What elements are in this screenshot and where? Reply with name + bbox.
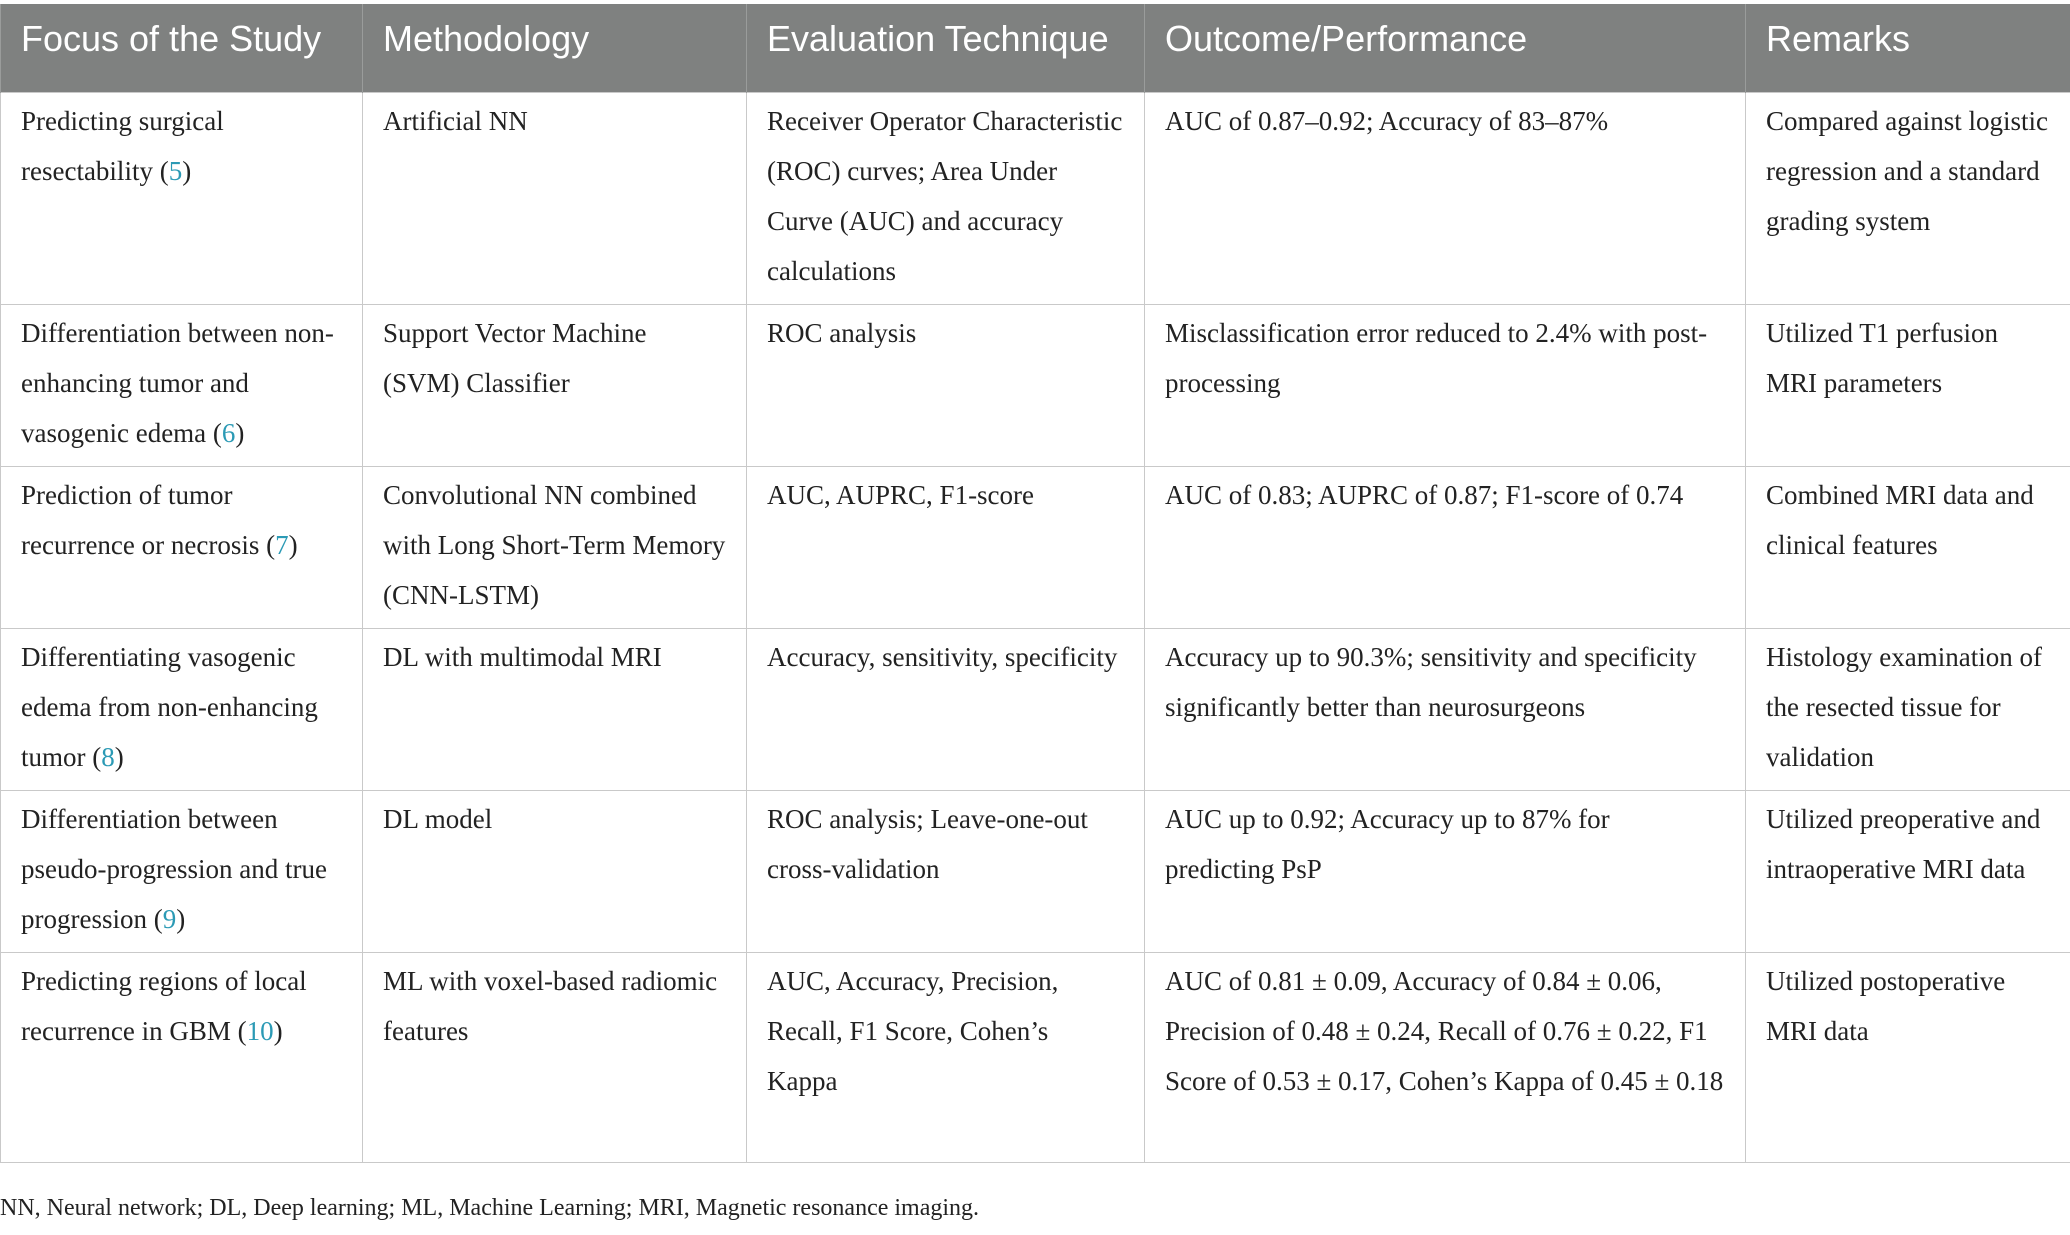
cell-evaluation: ROC analysis; Leave-one-out cross-validation: [747, 790, 1145, 952]
focus-text: Prediction of tumor recurrence or necrosis (: [21, 479, 276, 560]
cell-focus: [1, 952, 363, 1162]
cell-remarks: Utilized T1 perfusion MRI parameters: [1746, 304, 2070, 466]
focus-text: Differentiation between non-enhancing tumor and vasogenic edema (: [21, 317, 334, 448]
cell-focus: [1, 92, 363, 304]
cell-evaluation: ROC analysis: [747, 304, 1145, 466]
focus-text: Predicting regions of local recurrence in GBM (: [21, 965, 307, 1046]
focus-close: ): [114, 741, 124, 772]
focus-text: Differentiation between pseudo-progression and true progression (: [21, 803, 327, 934]
reference-link[interactable]: 6: [221, 417, 236, 448]
focus-close: ): [176, 903, 186, 934]
reference-link[interactable]: 10: [246, 1015, 274, 1046]
header-evaluation: Evaluation Technique: [747, 4, 1145, 92]
cell-remarks: Histology examination of the resected tissue for validation: [1746, 628, 2070, 790]
cell-remarks: Compared against logistic regression and a standard grading system: [1746, 92, 2070, 304]
cell-outcome: AUC of 0.87–0.92; Accuracy of 83–87%: [1145, 92, 1746, 304]
reference-link[interactable]: 8: [101, 741, 115, 772]
reference-link[interactable]: 5: [168, 155, 183, 186]
reference-link[interactable]: 9: [162, 903, 177, 934]
table-row: [1, 304, 2070, 466]
cell-methodology: Artificial NN: [363, 92, 747, 304]
cell-outcome: AUC of 0.81 ± 0.09, Accuracy of 0.84 ± 0.06, Precision of 0.48 ± 0.24, Recall of 0.76 ± 0.22, F1 Score of 0.53 ± 0.17, Cohen’s Kappa of 0.45 ± 0.18: [1145, 952, 1746, 1162]
cell-remarks: Utilized preoperative and intraoperative MRI data: [1746, 790, 2070, 952]
cell-methodology: ML with voxel-based radiomic features: [363, 952, 747, 1162]
table-header: [1, 4, 2070, 92]
study-table: [0, 4, 2070, 1163]
header-methodology: Methodology: [363, 4, 747, 92]
study-table-container: [0, 4, 2070, 1163]
focus-text: Differentiating vasogenic edema from non-enhancing tumor (: [21, 641, 318, 772]
cell-outcome: Misclassification error reduced to 2.4% with post-processing: [1145, 304, 1746, 466]
cell-evaluation: Accuracy, sensitivity, specificity: [747, 628, 1145, 790]
header-outcome: Outcome/Performance: [1145, 4, 1746, 92]
cell-methodology: DL model: [363, 790, 747, 952]
table-row: [1, 952, 2070, 1162]
cell-outcome: AUC up to 0.92; Accuracy up to 87% for predicting PsP: [1145, 790, 1746, 952]
cell-outcome: Accuracy up to 90.3%; sensitivity and specificity significantly better than neurosurgeons: [1145, 628, 1746, 790]
cell-evaluation: AUC, AUPRC, F1-score: [747, 466, 1145, 628]
table-row: [1, 628, 2070, 790]
reference-link[interactable]: 7: [275, 529, 289, 560]
table-row: [1, 466, 2070, 628]
table-body: [1, 92, 2070, 1162]
cell-methodology: Convolutional NN combined with Long Short-Term Memory (CNN-LSTM): [363, 466, 747, 628]
cell-methodology: DL with multimodal MRI: [363, 628, 747, 790]
cell-methodology: Support Vector Machine (SVM) Classifier: [363, 304, 747, 466]
cell-focus: [1, 790, 363, 952]
table-footnote: NN, Neural network; DL, Deep learning; ML, Machine Learning; MRI, Magnetic resonance imaging.: [0, 1195, 980, 1221]
focus-close: ): [182, 155, 192, 186]
cell-focus: [1, 466, 363, 628]
cell-outcome: AUC of 0.83; AUPRC of 0.87; F1-score of 0.74: [1145, 466, 1746, 628]
cell-evaluation: AUC, Accuracy, Precision, Recall, F1 Score, Cohen’s Kappa: [747, 952, 1145, 1162]
cell-focus: [1, 628, 363, 790]
focus-close: ): [235, 417, 245, 448]
focus-text: Predicting surgical resectability (: [21, 105, 224, 186]
table-row: [1, 790, 2070, 952]
header-remarks: Remarks: [1746, 4, 2070, 92]
focus-close: ): [273, 1015, 283, 1046]
table-row: [1, 92, 2070, 304]
cell-focus: [1, 304, 363, 466]
cell-remarks: Combined MRI data and clinical features: [1746, 466, 2070, 628]
header-row: [1, 4, 2070, 92]
cell-evaluation: Receiver Operator Characteristic (ROC) curves; Area Under Curve (AUC) and accuracy calculations: [747, 92, 1145, 304]
cell-remarks: Utilized postoperative MRI data: [1746, 952, 2070, 1162]
focus-close: ): [288, 529, 298, 560]
header-focus: Focus of the Study: [1, 4, 363, 92]
